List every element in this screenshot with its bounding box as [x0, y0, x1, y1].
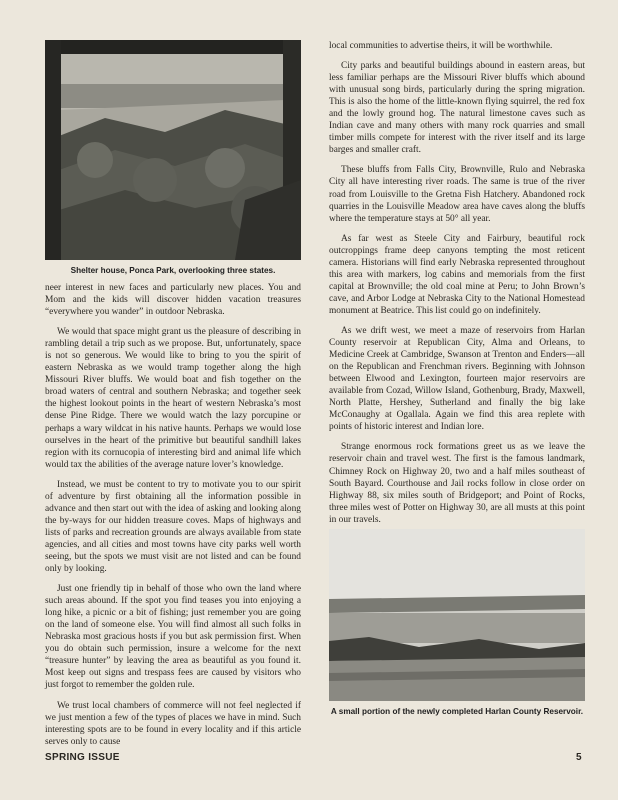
shelter-house-photo	[45, 40, 301, 260]
paragraph: Instead, we must be content to try to motivate you to our spirit of adventure by first obtaining all the information possible in advance and then start out with the idea of asking and looking along the by-ways for our hidden treasure coves. Maps of highways and lists of parks and recreation grounds are always available from state agencies, and all cities and most towns have city parks well worth seeing, but the spots we must visit are not listed and can be found only by looking.	[45, 479, 301, 575]
paragraph: Just one friendly tip in behalf of those who own the land where such areas abound. If the spot you find teases you into enjoying a long hike, a picnic or a bit of fishing; just remember you are going on the land of someone else. You will find almost all such folks in Nebraska most gracious hosts if you but ask permission first. When you do obtain such permission, insure a welcome for the next “treasure hunter” by leaving the area as beautiful as you found it. Most keep out signs and trespass fees are caused by visitors who just forgot to remember the golden rule.	[45, 584, 301, 691]
harlan-reservoir-photo	[329, 529, 585, 701]
left-column	[45, 40, 301, 756]
paragraph: As far west as Steele City and Fairbury, beautiful rock outcroppings frame deep canyons tempting the most reticent camera. Historians will find early Nebraska represented throughout this area with markers, log cabins and memorials from the first capital at Brownville; the old coal mine at Peru; to John Brown’s cave, and Arbor Lodge at Nebraska City to the National Homestead monument at Beatrice. This list could go on indefinitely.	[329, 233, 585, 316]
paragraph: local communities to advertise theirs, it will be worthwhile.	[329, 41, 553, 51]
photo-caption-reservoir: A small portion of the newly completed Harlan County Reservoir.	[330, 706, 584, 716]
paragraph: neer interest in new faces and particularly new places. You and Mom and the kids will discover hidden vacation treasures “everywhere you wander” in outdoor Nebraska.	[45, 283, 301, 318]
paragraph: We trust local chambers of commerce will not feel neglected if we just mention a few of the types of places we have in mind. Such interesting spots are to be found in every locality and if this article serves only to cause	[45, 700, 301, 747]
paragraph: City parks and beautiful buildings abound in eastern areas, but less familiar perhaps are the Missouri River bluffs which abound with unusual song birds, particularly during the spring migration. This is also the home of the little-known flying squirrel, the red fox and the lowly ground hog. The natural limestone caves such as Indian cave and many others with many rock quarries and small timber mills compete for interest with the river itself and its large barges and smaller craft.	[329, 61, 585, 156]
paragraph: As we drift west, we meet a maze of reservoirs from Harlan County reservoir at Republican City, Alma and Orleans, to Medicine Creek at Cambridge, Swanson at Trenton and Enders—all on the Republican and Frenchman rivers. Beginning with Johnson between Elwood and Lexington, fourteen major reservoirs are available from Cozad, Willow Island, Gothenburg, Brady, Maxwell, North Platte, Hershey, Sutherland and finally the big lake McConaughy at Ogallala. Again we find this area replete with points of historic interest and Indian lore.	[329, 325, 585, 433]
right-column	[329, 40, 585, 717]
photo-caption-shelter: Shelter house, Ponca Park, overlooking three states.	[70, 266, 276, 275]
page-number: 5	[576, 752, 582, 763]
paragraph: These bluffs from Falls City, Brownville, Rulo and Nebraska City all have interesting river roads. The same is true of the river road from Louisville to the Gretna Fish Hatchery. Abandoned rock quarries in the Louisville Meadow area have caves along the bluffs where the temperature stays at 50° all year.	[329, 165, 585, 224]
paragraph: Strange enormous rock formations greet us as we leave the reservoir chain and travel west. The first is the famous landmark, Chimney Rock on Highway 20, two and a half miles southeast of South Bayard. Courthouse and Jail rocks follow in close order on Highway 88, six miles south of Bridgeport; and Point of Rocks, three miles west of Potter on Highway 30, are all musts at this point in our travels.	[329, 442, 585, 525]
issue-label: SPRING ISSUE	[45, 752, 120, 763]
paragraph: We would that space might grant us the pleasure of describing in rambling detail a trip such as we propose. But, unfortunately, space is not so generous. We would like to bring to you the spirit of eastern Nebraska as we would tramp together along the high Missouri River bluffs. We would boat and fish together on the broad waters of central and southern Nebraska; and together seek the highest lookout points in the heart of western Nebraska’s most dense Pine Ridge. There we would watch the lazy porcupine or perhaps a wary wildcat in his native haunts. Perhaps we would lose ourselves in the heart of the primitive but beautiful sandhill lakes region with its cornucopia of interesting bird and animal life which would tax the abilities of the average nature lover’s knowledge.	[45, 327, 301, 470]
